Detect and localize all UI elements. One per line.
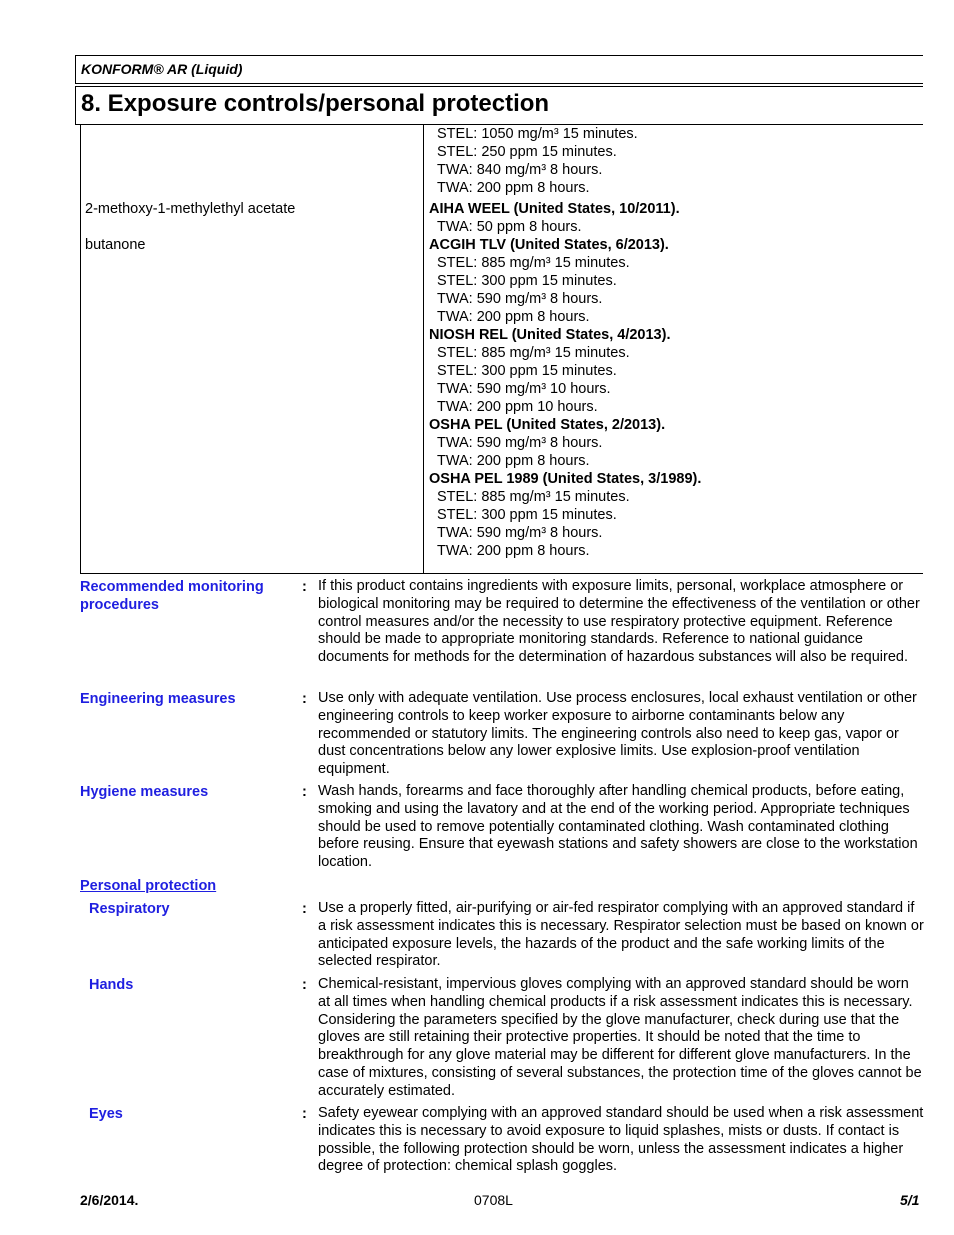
footer-code: 0708L (474, 1192, 513, 1208)
engineering-label: Engineering measures (80, 691, 236, 707)
limit-value: STEL: 885 mg/m³ 15 minutes. (437, 489, 630, 505)
limit-value: TWA: 840 mg/m³ 8 hours. (437, 162, 603, 178)
monitoring-label: Recommended monitoring procedures (80, 579, 264, 613)
eyes-colon: : (302, 1106, 307, 1122)
limit-value: TWA: 200 ppm 8 hours. (437, 180, 590, 196)
product-name-bar (75, 55, 923, 84)
section-title: 8. Exposure controls/personal protection (81, 90, 550, 117)
limit-value: STEL: 300 ppm 15 minutes. (437, 273, 617, 289)
monitoring-colon: : (302, 579, 307, 595)
limit-value: TWA: 590 mg/m³ 10 hours. (437, 381, 611, 397)
personal-protection-heading: Personal protection (80, 878, 217, 894)
limit-value: TWA: 200 ppm 8 hours. (437, 309, 590, 325)
eyes-label: Eyes (89, 1106, 123, 1122)
limit-value: TWA: 200 ppm 10 hours. (437, 399, 598, 415)
limit-source: NIOSH REL (United States, 4/2013). (429, 327, 671, 343)
exposure-limits-table (80, 124, 923, 574)
limit-value: TWA: 50 ppm 8 hours. (437, 219, 582, 235)
hands-label: Hands (89, 977, 134, 993)
limit-value: STEL: 885 mg/m³ 15 minutes. (437, 345, 630, 361)
table-column-divider (423, 124, 424, 573)
limit-source: ACGIH TLV (United States, 6/2013). (429, 237, 669, 253)
limit-value: TWA: 590 mg/m³ 8 hours. (437, 435, 603, 451)
respiratory-colon: : (302, 901, 307, 917)
hygiene-label: Hygiene measures (80, 784, 209, 800)
limit-value: STEL: 1050 mg/m³ 15 minutes. (437, 126, 638, 142)
monitoring-text: If this product contains ingredients with exposure limits, personal, workplace atmosphere or biological monitoring may be required to determine the effectiveness of the ventilation or other control measures and/or the necessity to use respiratory protective equipment. Reference should be made to appropriate monitoring standards. Reference to national guidance documents for methods for the determination of hazardous substances will also be required. (318, 578, 920, 666)
hands-text: Chemical-resistant, impervious gloves complying with an approved standard should be worn at all times when handling chemical products if a risk assessment indicates this is necessary. Considering the parameters specified by the glove manufacturer, check during use that the gloves are still retaining their protective properties. It should be noted that the time to breakthrough for any glove material may be different for different glove manufacturers. In the case of mixtures, consisting of several substances, the protection time of the gloves cannot be accurately estimated. (318, 976, 922, 1099)
limit-value: TWA: 200 ppm 8 hours. (437, 543, 590, 559)
respiratory-text: Use a properly fitted, air-purifying or air-fed respirator complying with an approved standard if a risk assessment indicates this is necessary. Respirator selection must be based on known or anticipated exposure levels, the hazards of the product and the safe working limits of the selected respirator. (318, 900, 924, 970)
limit-value: STEL: 300 ppm 15 minutes. (437, 363, 617, 379)
ingredient-name: 2-methoxy-1-methylethyl acetate (85, 201, 296, 217)
hands-colon: : (302, 977, 307, 993)
limit-source: AIHA WEEL (United States, 10/2011). (429, 201, 680, 217)
footer-page-number: 5/1 (900, 1192, 920, 1208)
limit-value: STEL: 885 mg/m³ 15 minutes. (437, 255, 630, 271)
limit-value: STEL: 250 ppm 15 minutes. (437, 144, 617, 160)
limit-value: STEL: 300 ppm 15 minutes. (437, 507, 617, 523)
limit-value: TWA: 590 mg/m³ 8 hours. (437, 291, 603, 307)
section-title-bar (75, 86, 923, 125)
eyes-text: Safety eyewear complying with an approved standard should be used when a risk assessment indicates this is necessary to avoid exposure to liquid splashes, mists or dusts. If contact is possible, the following protection should be worn, unless the assessment indicates a higher degree of protection: chemical splash goggles. (318, 1105, 924, 1175)
respiratory-label: Respiratory (89, 901, 170, 917)
ingredient-name: butanone (85, 237, 146, 253)
hygiene-text: Wash hands, forearms and face thoroughly after handling chemical products, before eating, smoking and using the lavatory and at the end of the working period. Appropriate techniques should be used to remove potentially contaminated clothing. Wash contaminated clothing before reusing. Ensure that eyewash stations and safety showers are close to the workstation location. (318, 783, 918, 871)
limit-value: TWA: 200 ppm 8 hours. (437, 453, 590, 469)
hygiene-colon: : (302, 784, 307, 800)
limit-source: OSHA PEL 1989 (United States, 3/1989). (429, 471, 702, 487)
product-name: KONFORM® AR (Liquid) (81, 61, 243, 77)
limit-source: OSHA PEL (United States, 2/2013). (429, 417, 666, 433)
engineering-colon: : (302, 691, 307, 707)
engineering-text: Use only with adequate ventilation. Use process enclosures, local exhaust ventilation or other engineering controls to keep worker exposure to airborne contaminants below any recommended or statutory limits. The engineering controls also need to keep gas, vapor or dust concentrations below any lower explosive limits. Use explosion-proof ventilation equipment. (318, 690, 917, 778)
limit-value: TWA: 590 mg/m³ 8 hours. (437, 525, 603, 541)
footer-date: 2/6/2014. (80, 1192, 139, 1208)
